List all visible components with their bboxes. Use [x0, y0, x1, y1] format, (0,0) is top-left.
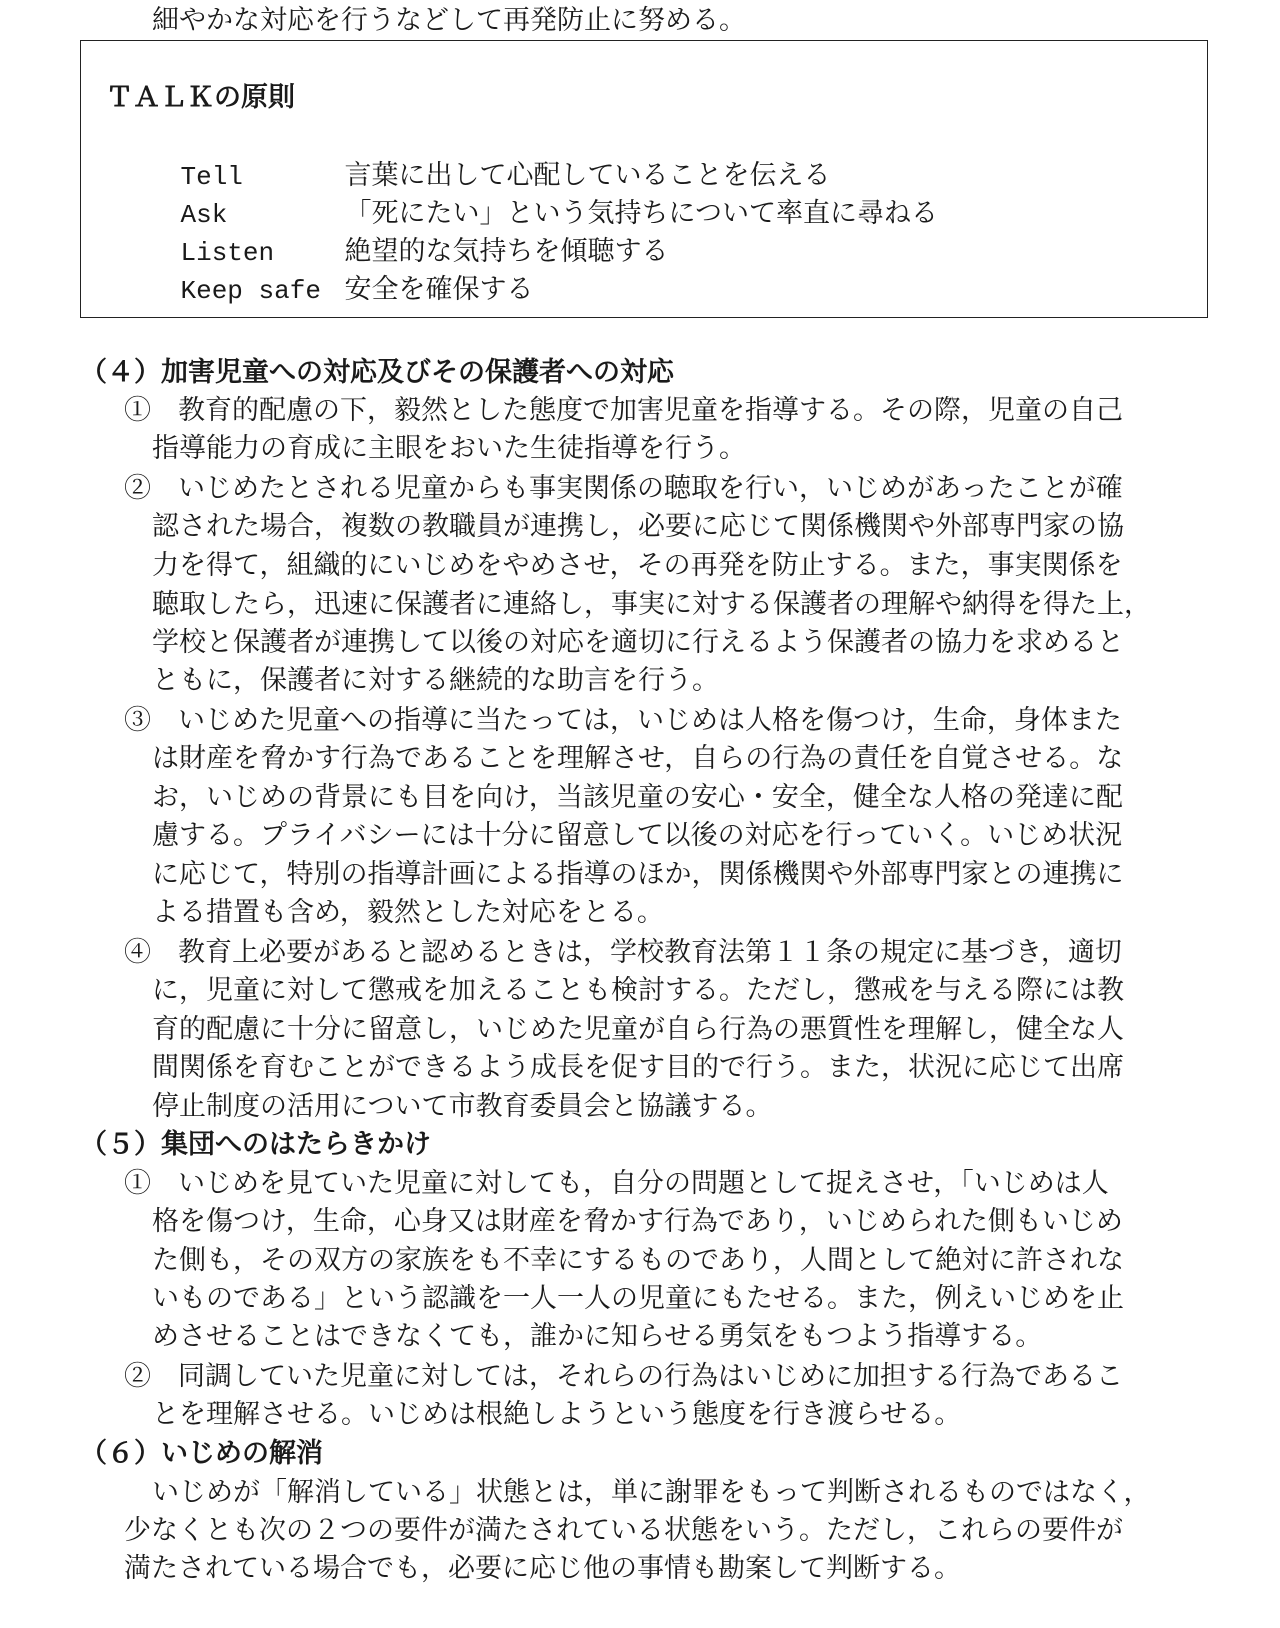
section5-item-1-line: た側も，その双方の家族をも不幸にするものであり，人間として絶対に許されな: [152, 1245, 1124, 1276]
section4-item-2-line: 認された場合，複数の教職員が連携し，必要に応じて関係機関や外部専門家の協: [152, 511, 1124, 542]
talk-principle-box: [80, 40, 1208, 318]
section4-item-4-line: 停止制度の活用について市教育委員会と協議する。: [152, 1091, 773, 1122]
section4-item-2-line: 学校と保護者が連携して以後の対応を適切に行えるよう保護者の協力を求めると: [152, 627, 1124, 658]
talk-desc: 絶望的な気持ちを傾聴する: [344, 236, 669, 267]
talk-box-title: ＴＡＬＫの原則: [106, 82, 295, 113]
talk-term: Ask: [180, 200, 228, 230]
talk-row-keep-safe: [129, 233, 534, 348]
section5-item-2-line: ② 同調していた児童に対しては，それらの行為はいじめに加担する行為であるこ: [124, 1361, 1123, 1392]
section4-item-3-line: 慮する。プライバシーには十分に留意して以後の対応を行っていく。いじめ状況: [152, 820, 1123, 851]
section4-item-4-line: 間関係を育むことができるよう成長を促す目的で行う。また，状況に応じて出席: [152, 1052, 1124, 1083]
section5-item-1-line: めさせることはできなくても，誰かに知らせる勇気をもつよう指導する。: [152, 1321, 1043, 1352]
talk-term: Keep safe: [180, 276, 321, 306]
talk-term: Tell: [180, 162, 243, 192]
section4-item-2-line: ② いじめたとされる児童からも事実関係の聴取を行い，いじめがあったことが確: [124, 473, 1123, 504]
section4-item-3-line: よる措置も含め，毅然とした対応をとる。: [152, 897, 664, 928]
section4-item-4-line: ④ 教育上必要があると認めるときは，学校教育法第１１条の規定に基づき，適切: [124, 937, 1122, 968]
section4-item-1-line: ① 教育的配慮の下，毅然とした態度で加害児童を指導する。その際，児童の自己: [124, 395, 1123, 426]
section6-heading: （６）いじめの解消: [80, 1438, 323, 1469]
talk-desc: 安全を確保する: [344, 274, 534, 305]
section5-item-1-line: ① いじめを見ていた児童に対しても，自分の問題として捉えさせ，「いじめは人: [124, 1168, 1109, 1199]
section4-heading: （４）加害児童への対応及びその保護者への対応: [80, 357, 674, 388]
section4-item-4-line: 育的配慮に十分に留意し，いじめた児童が自ら行為の悪質性を理解し，健全な人: [152, 1014, 1124, 1045]
section4-item-2-line: 力を得て，組織的にいじめをやめさせ，その再発を防止する。また，事実関係を: [152, 550, 1123, 581]
section6-paragraph-line: 少なくとも次の２つの要件が満たされている状態をいう。ただし，これらの要件が: [124, 1515, 1123, 1546]
talk-desc: 「死にたい」という気持ちについて率直に尋ねる: [344, 198, 938, 229]
section4-item-3-line: お，いじめの背景にも目を向け，当該児童の安心・安全，健全な人格の発達に配: [152, 782, 1123, 813]
talk-desc: 言葉に出して心配していることを伝える: [344, 160, 831, 191]
section5-item-1-line: 格を傷つけ，生命，心身又は財産を脅かす行為であり，いじめられた側もいじめ: [152, 1206, 1123, 1237]
section5-item-2-line: とを理解させる。いじめは根絶しようという態度を行き渡らせる。: [152, 1399, 962, 1430]
section5-heading: （５）集団へのはたらきかけ: [80, 1129, 431, 1160]
section4-item-2-line: ともに，保護者に対する継続的な助言を行う。: [152, 665, 719, 696]
section4-item-3-line: は財産を脅かす行為であることを理解させ，自らの行為の責任を自覚させる。な: [152, 743, 1124, 774]
section6-paragraph-line: 満たされている場合でも，必要に応じ他の事情も勘案して判断する。: [124, 1553, 961, 1584]
section6-paragraph-line: いじめが「解消している」状態とは，単に謝罪をもって判断されるものではなく，: [152, 1477, 1151, 1508]
talk-term: Listen: [180, 238, 275, 268]
section4-item-3-line: ③ いじめた児童への指導に当たっては，いじめは人格を傷つけ，生命，身体また: [124, 705, 1122, 736]
section5-item-1-line: いものである」という認識を一人一人の児童にもたせる。また，例えいじめを止: [152, 1283, 1124, 1314]
section4-item-4-line: に，児童に対して懲戒を加えることも検討する。ただし，懲戒を与える際には教: [152, 975, 1124, 1006]
section4-item-1-line: 指導能力の育成に主眼をおいた生徒指導を行う。: [152, 433, 746, 464]
intro-line: 細やかな対応を行うなどして再発防止に努める。: [152, 5, 746, 36]
section4-item-2-line: 聴取したら，迅速に保護者に連絡し，事実に対する保護者の理解や納得を得た上，: [152, 589, 1151, 620]
section4-item-3-line: に応じて，特別の指導計画による指導のほか，関係機関や外部専門家との連携に: [152, 859, 1124, 890]
